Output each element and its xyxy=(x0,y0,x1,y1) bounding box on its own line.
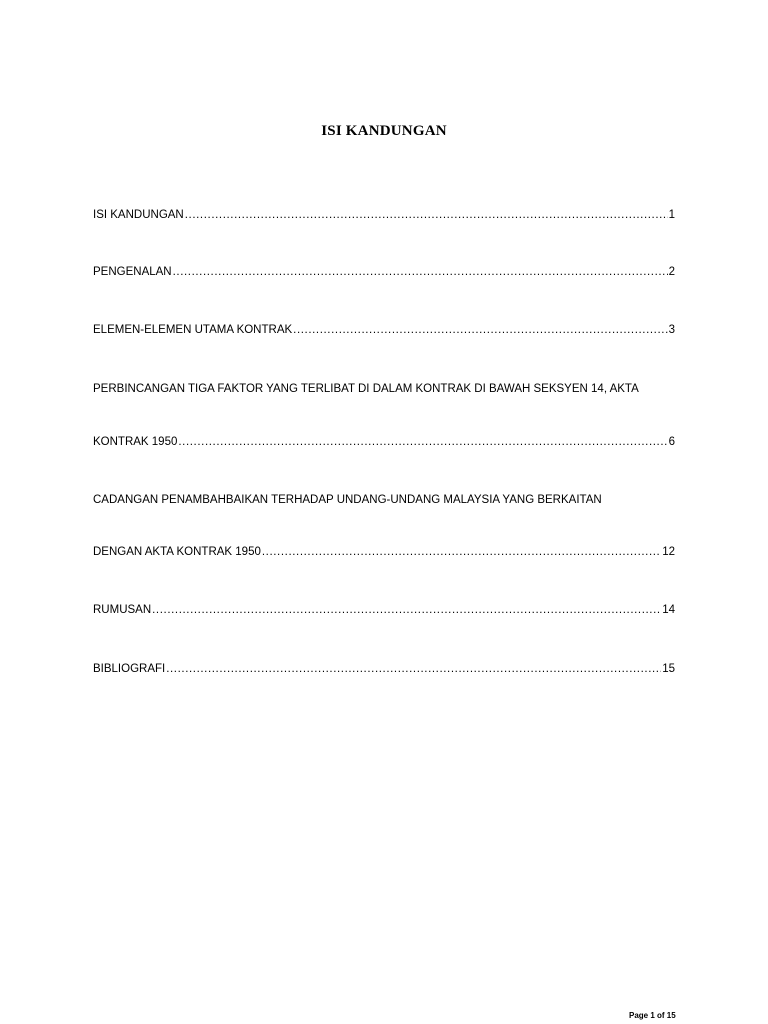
toc-leader-dots xyxy=(152,601,661,619)
toc-page-number: 1 xyxy=(668,209,675,221)
toc-entry-rumusan[interactable] xyxy=(93,601,675,619)
toc-entry-cadangan-line-2[interactable] xyxy=(93,543,675,561)
toc-leader-dots xyxy=(262,543,661,561)
toc-page-number: 15 xyxy=(662,663,675,675)
page-title: ISI KANDUNGAN xyxy=(321,123,447,139)
toc-entry-text: BIBLIOGRAFI xyxy=(93,663,166,675)
toc-page-number: 12 xyxy=(662,546,675,558)
toc-page-number: 6 xyxy=(668,436,675,448)
toc-entry-text: DENGAN AKTA KONTRAK 1950 xyxy=(93,546,261,558)
toc-entry-bibliografi[interactable] xyxy=(93,660,675,678)
toc-leader-dots xyxy=(293,321,667,339)
toc-entry-text: KONTRAK 1950 xyxy=(93,436,178,448)
toc-leader-dots xyxy=(185,206,668,224)
toc-entry-perbincangan-line-1[interactable] xyxy=(93,380,675,398)
toc-entry-pengenalan[interactable] xyxy=(93,263,675,281)
toc-entry-elemen-utama-kontrak[interactable] xyxy=(93,321,675,339)
toc-page-number: 3 xyxy=(668,324,675,336)
toc-entry-isi-kandungan[interactable] xyxy=(93,206,675,224)
toc-page-number: 14 xyxy=(662,604,675,616)
toc-entry-text: ISI KANDUNGAN xyxy=(93,209,184,221)
toc-entry-text: PENGENALAN xyxy=(93,266,172,278)
toc-entry-perbincangan-line-2[interactable] xyxy=(93,433,675,451)
toc-entry-cadangan-line-1[interactable] xyxy=(93,491,675,509)
toc-entry-text: CADANGAN PENAMBAHBAIKAN TERHADAP UNDANG-UNDANG MALAYSIA YANG BERKAITAN xyxy=(93,494,602,506)
toc-leader-dots xyxy=(173,263,668,281)
toc-leader-dots xyxy=(178,433,667,451)
toc-entry-text: PERBINCANGAN TIGA FAKTOR YANG TERLIBAT DI DALAM KONTRAK DI BAWAH SEKSYEN 14, AKTA xyxy=(93,383,639,395)
page-footer: Page 1 of 15 xyxy=(629,1011,676,1020)
toc-page-number: 2 xyxy=(668,266,675,278)
toc-entry-text: ELEMEN-ELEMEN UTAMA KONTRAK xyxy=(93,324,293,336)
toc-leader-dots xyxy=(166,660,661,678)
toc-entry-text: RUMUSAN xyxy=(93,604,152,616)
